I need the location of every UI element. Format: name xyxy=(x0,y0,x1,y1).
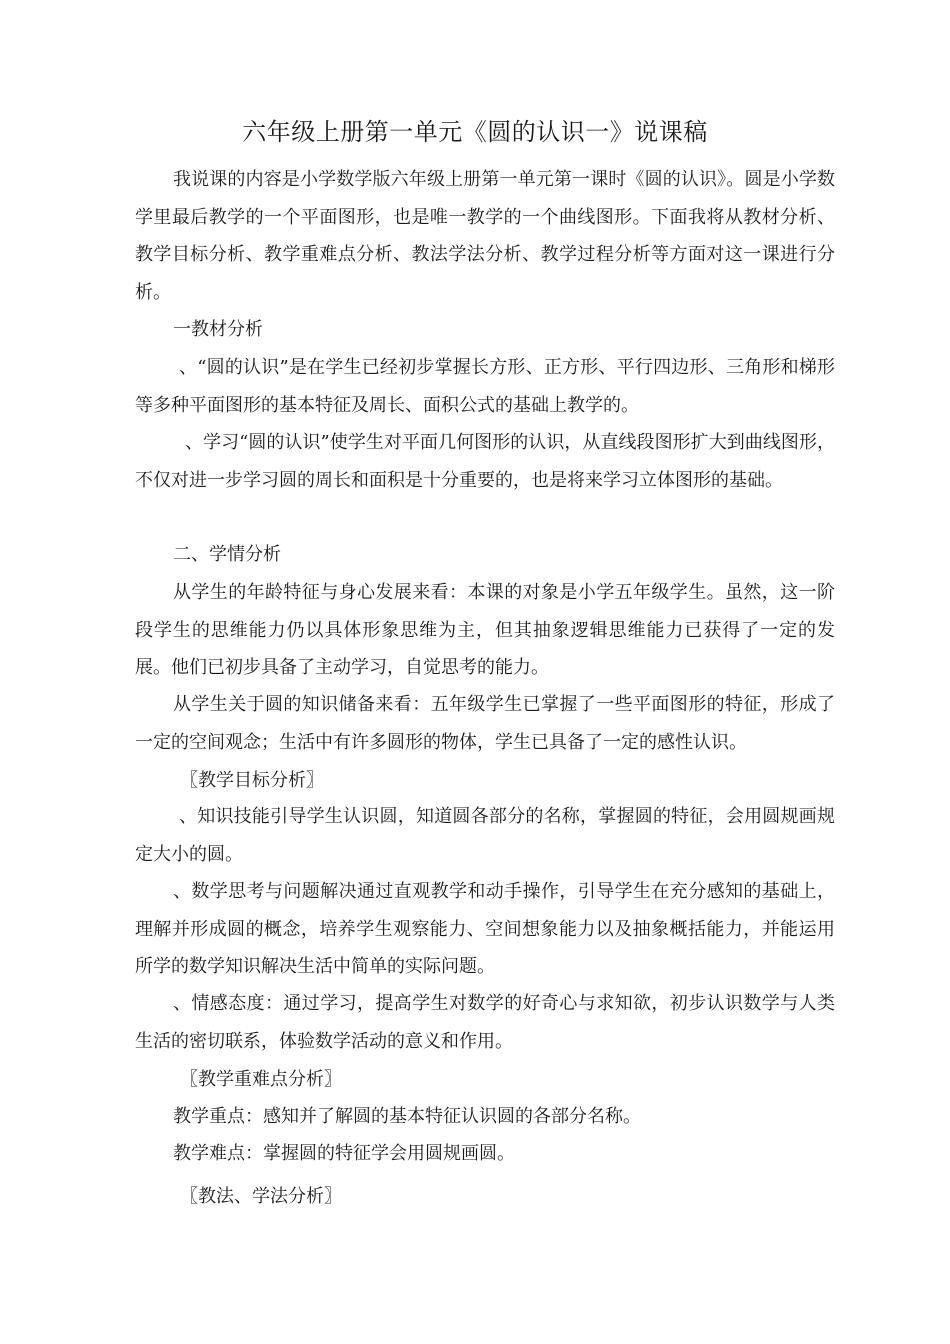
document-title: 六年级上册第一单元《圆的认识一》说课稿 xyxy=(242,118,708,146)
textbook-analysis-paragraph-2: 、学习“圆的认识”使学生对平面几何图形的认识，从直线段图形扩大到曲线图形，不仅对进一步学习圆的周长和面积是十分重要的，也是将来学习立体图形的基础。 xyxy=(135,432,835,491)
section-heading-key-difficult-points: 〖教学重难点分析〗 xyxy=(180,1069,342,1090)
key-point-line: 教学重点：感知并了解圆的基本特征认识圆的各部分名称。 xyxy=(173,1106,641,1127)
section-heading-textbook-analysis: 一教材分析 xyxy=(173,319,263,340)
student-analysis-paragraph-2: 从学生关于圆的知识储备来看：五年级学生已掌握了一些平面图形的特征，形成了一定的空间观念；生活中有许多圆形的物体，学生已具备了一定的感性认识。 xyxy=(135,694,835,753)
section-heading-student-analysis: 二、学情分析 xyxy=(173,544,281,565)
student-analysis-paragraph-1: 从学生的年龄特征与身心发展来看：本课的对象是小学五年级学生。虽然，这一阶段学生的思维能力仍以具体形象思维为主，但其抽象逻辑思维能力已获得了一定的发展。他们已初步具备了主动学习，自觉思考的能力。 xyxy=(135,582,835,678)
objectives-paragraph-2: 、数学思考与问题解决通过直观教学和动手操作，引导学生在充分感知的基础上，理解并形成圆的概念，培养学生观察能力、空间想象能力以及抽象概括能力，并能运用所学的数学知识解决生活中简单的实际问题。 xyxy=(135,881,835,977)
section-heading-teaching-objectives: 〖教学目标分析〗 xyxy=(180,770,324,791)
textbook-analysis-paragraph-1: 、“圆的认识”是在学生已经初步掌握长方形、正方形、平行四边形、三角形和梯形等多种平面图形的基本特征及周长、面积公式的基础上教学的。 xyxy=(135,357,835,416)
section-heading-methods-analysis: 〖教法、学法分析〗 xyxy=(180,1186,342,1207)
objectives-paragraph-3: 、情感态度：通过学习，提高学生对数学的好奇心与求知欲，初步认识数学与人类生活的密切联系，体验数学活动的意义和作用。 xyxy=(135,993,835,1052)
difficult-point-line: 教学难点：掌握圆的特征学会用圆规画圆。 xyxy=(173,1143,515,1164)
intro-paragraph: 我说课的内容是小学数学版六年级上册第一单元第一课时《圆的认识》。圆是小学数学里最后教学的一个平面图形，也是唯一教学的一个曲线图形。下面我将从教材分析、教学目标分析、教学重难点分析、教法学法分析、教学过程分析等方面对这一课进行分析。 xyxy=(135,169,835,303)
objectives-paragraph-1: 、知识技能引导学生认识圆，知道圆各部分的名称，掌握圆的特征，会用圆规画规定大小的圆。 xyxy=(135,806,835,865)
